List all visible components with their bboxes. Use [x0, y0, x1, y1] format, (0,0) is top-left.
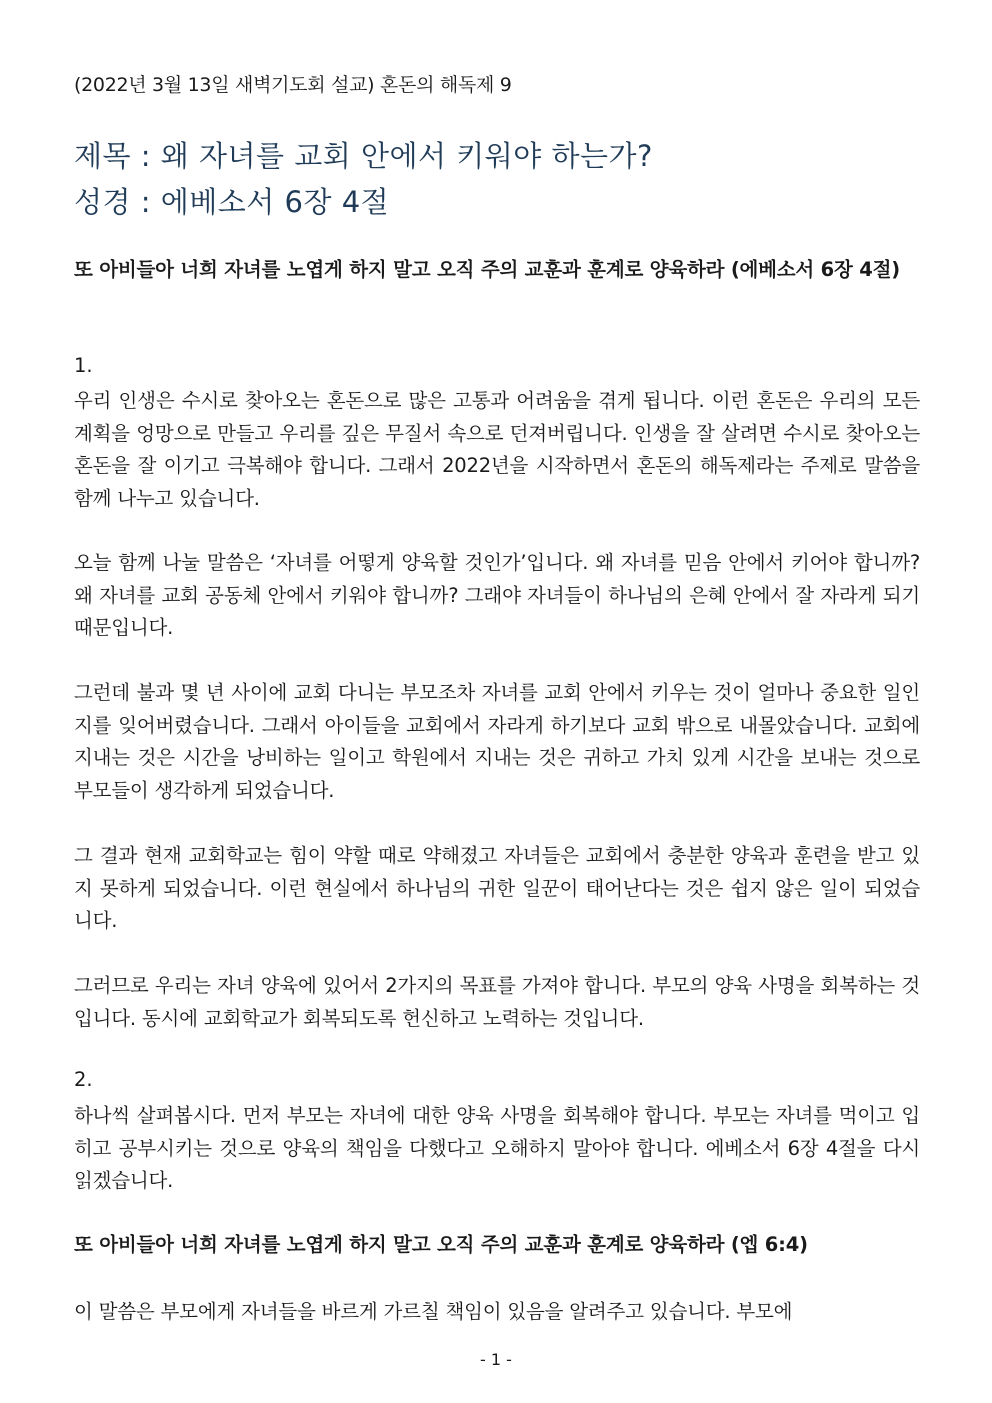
paragraph: 그 결과 현재 교회학교는 힘이 약할 때로 약해졌고 자녀들은 교회에서 충분한 양육과 훈련을 받고 있지 못하게 되었습니다. 이런 현실에서 하나님의 귀한 일꾼이 태어난다는 것은 쉽지 않은 일이 되었습니다.	[74, 844, 920, 933]
scripture-verse: 또 아비들아 너희 자녀를 노엽게 하지 말고 오직 주의 교훈과 훈계로 양육하라 (엡 6:4)	[74, 1233, 808, 1256]
paragraph: 우리 인생은 수시로 찾아오는 혼돈으로 많은 고통과 어려움을 겪게 됩니다. 이런 혼돈은 우리의 모든 계획을 엉망으로 만들고 우리를 깊은 무질서 속으로 던져버립니다. 인생을 잘 살려면 수시로 찾아오는 혼돈을 잘 이기고 극복해야 합니다. 그래서 2022년을 시작하면서 혼돈의 해독제라는 주제로 말씀을 함께 나누고 있습니다.	[74, 389, 920, 510]
section-number: 1.	[74, 354, 93, 377]
page-number: - 1 -	[480, 1350, 512, 1369]
paragraph: 이 말씀은 부모에게 자녀들을 바르게 가르칠 책임이 있음을 알려주고 있습니다. 부모에	[74, 1300, 793, 1323]
scripture-reference: 성경 : 에베소서 6장 4절	[74, 185, 390, 219]
scripture-verse: 또 아비들아 너희 자녀를 노엽게 하지 말고 오직 주의 교훈과 훈계로 양육하라 (에베소서 6장 4절)	[74, 258, 900, 281]
section-number: 2.	[74, 1068, 93, 1091]
sermon-header: (2022년 3월 13일 새벽기도회 설교) 혼돈의 해독제 9	[74, 74, 512, 96]
paragraph: 그러므로 우리는 자녀 양육에 있어서 2가지의 목표를 가져야 합니다. 부모의 양육 사명을 회복하는 것입니다. 동시에 교회학교가 회복되도록 헌신하고 노력하는 것입니다.	[74, 974, 920, 1030]
paragraph: 하나씩 살펴봅시다. 먼저 부모는 자녀에 대한 양육 사명을 회복해야 합니다. 부모는 자녀를 먹이고 입히고 공부시키는 것으로 양육의 책임을 다했다고 오해하지 말아야 합니다. 에베소서 6장 4절을 다시 읽겠습니다.	[74, 1104, 920, 1193]
sermon-title: 제목 : 왜 자녀를 교회 안에서 키워야 하는가?	[74, 139, 653, 173]
paragraph: 그런데 불과 몇 년 사이에 교회 다니는 부모조차 자녀를 교회 안에서 키우는 것이 얼마나 중요한 일인지를 잊어버렸습니다. 그래서 아이들을 교회에서 자라게 하기보다 교회 밖으로 내몰았습니다. 교회에 지내는 것은 시간을 낭비하는 일이고 학원에서 지내는 것은 귀하고 가치 있게 시간을 보내는 것으로 부모들이 생각하게 되었습니다.	[74, 681, 920, 802]
paragraph: 오늘 함께 나눌 말씀은 ‘자녀를 어떻게 양육할 것인가’입니다. 왜 자녀를 믿음 안에서 키어야 합니까? 왜 자녀를 교회 공동체 안에서 키워야 합니까? 그래야 자녀들이 하나님의 은혜 안에서 잘 자라게 되기 때문입니다.	[74, 551, 920, 640]
